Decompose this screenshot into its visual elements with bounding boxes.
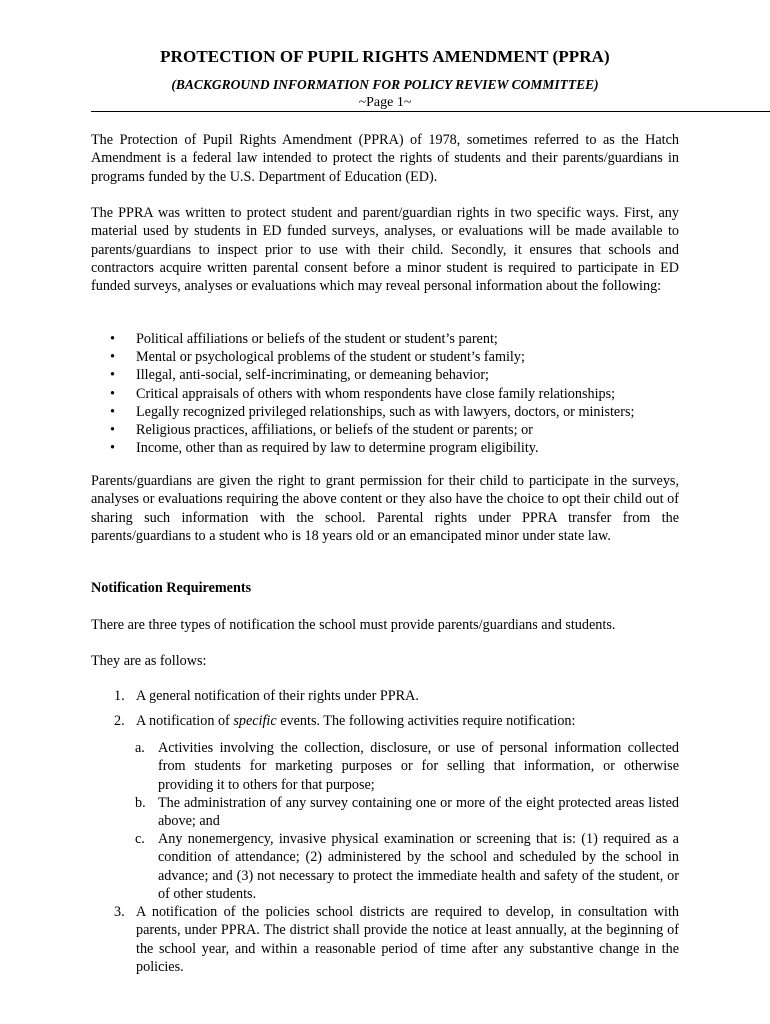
bullet-icon: • xyxy=(110,421,115,438)
rights-paragraph: Parents/guardians are given the right to grant permission for their child to participate in the surveys, analyses or evaluations requiring the above content or they also have the choice to opt their child out of sharing such information with the school. Parental rights under PPRA transfer from the parents/guardians to a student who is 18 years old or an emancipated minor under state law. xyxy=(91,473,679,544)
emphasis-specific: specific xyxy=(233,713,277,729)
list-item: • Critical appraisals of others with whom respondents have close family relationships; xyxy=(110,385,616,402)
bullet-icon: • xyxy=(110,440,115,457)
list-item: • Political affiliations or beliefs of the student or student’s parent; xyxy=(110,331,498,347)
bullet-icon: • xyxy=(110,367,115,384)
bullet-icon: • xyxy=(110,385,115,402)
intro-paragraph-1: The Protection of Pupil Rights Amendment (PPRA) of 1978, sometimes referred to as the Hatch Amendment is a federal law intended to protect the rights of students and their parents/guardians in programs funded by the U.S. Department of Education (ED). xyxy=(91,132,679,185)
page-number: ~Page 1~ xyxy=(358,95,412,110)
list-item: • Income, other than as required by law to determine program eligibility. xyxy=(110,440,539,457)
notification-types-intro: There are three types of notification the school must provide parents/guardians and students. xyxy=(91,617,616,633)
notification-heading: Notification Requirements xyxy=(91,580,252,596)
document-title: PROTECTION OF PUPIL RIGHTS AMENDMENT (PPRA) xyxy=(160,47,610,66)
notification-item-1 xyxy=(114,687,679,705)
item-text: A general notification of their rights under PPRA. xyxy=(136,688,419,704)
notification-subitem-c xyxy=(135,830,679,903)
subitem-letter: b. xyxy=(135,795,146,811)
notification-item-3 xyxy=(114,903,679,976)
list-item: • Illegal, anti-social, self-incriminating, or demeaning behavior; xyxy=(110,367,489,384)
list-item: • Religious practices, affiliations, or beliefs of the student or parents; or xyxy=(110,421,533,438)
notification-item-2 xyxy=(114,712,679,730)
bullet-icon: • xyxy=(110,331,115,347)
item-number: 3. xyxy=(114,904,125,920)
item-text: A notification of the policies school districts are required to develop, in consultation with parents, under PPRA. The district shall provide the notice at least annually, at the beginning of the school year, and within a reasonable period of time after any substantive change in the policies. xyxy=(136,904,679,975)
item-text: A notification of specific events. The following activities require notification: xyxy=(136,713,576,729)
subitem-letter: c. xyxy=(135,831,145,847)
subitem-text: Activities involving the collection, disclosure, or use of personal information collected from students for marketing purposes or for selling that information, or otherwise providing it to others for that purpose; xyxy=(158,740,679,793)
intro-paragraph-2: The PPRA was written to protect student and parent/guardian rights in two specific ways. First, any material used by students in ED funded surveys, analyses, or evaluations will be made available to parents/guardians to inspect prior to use with their child. Secondly, it ensures that schools and contractors acquire written parental consent before a minor student is required to participate in ED funded surveys, analyses or evaluations which may reveal personal information about the following: xyxy=(91,205,679,295)
item-number: 1. xyxy=(114,688,125,704)
protected-areas-list xyxy=(110,330,634,457)
document-subtitle: (BACKGROUND INFORMATION FOR POLICY REVIEW COMMITTEE) xyxy=(171,77,599,92)
notification-subitem-b xyxy=(135,794,679,831)
bullet-icon: • xyxy=(110,403,115,420)
header-divider xyxy=(91,111,770,112)
subitem-text: Any nonemergency, invasive physical examination or screening that is: (1) required as a condition of attendance; (2) administered by the school and scheduled by the school in advance; and (3) not necessary to protect the immediate health and safety of the student, or of other students. xyxy=(158,831,679,902)
subitem-text: The administration of any survey containing one or more of the eight protected areas listed above; and xyxy=(158,795,679,830)
list-item: • Legally recognized privileged relationships, such as with lawyers, doctors, or ministers; xyxy=(110,403,635,420)
list-item: • Mental or psychological problems of the student or student’s family; xyxy=(110,349,525,366)
bullet-icon: • xyxy=(110,349,115,366)
subitem-letter: a. xyxy=(135,740,145,756)
item-number: 2. xyxy=(114,713,125,729)
as-follows-text: They are as follows: xyxy=(91,653,207,669)
notification-subitem-a xyxy=(135,739,679,794)
